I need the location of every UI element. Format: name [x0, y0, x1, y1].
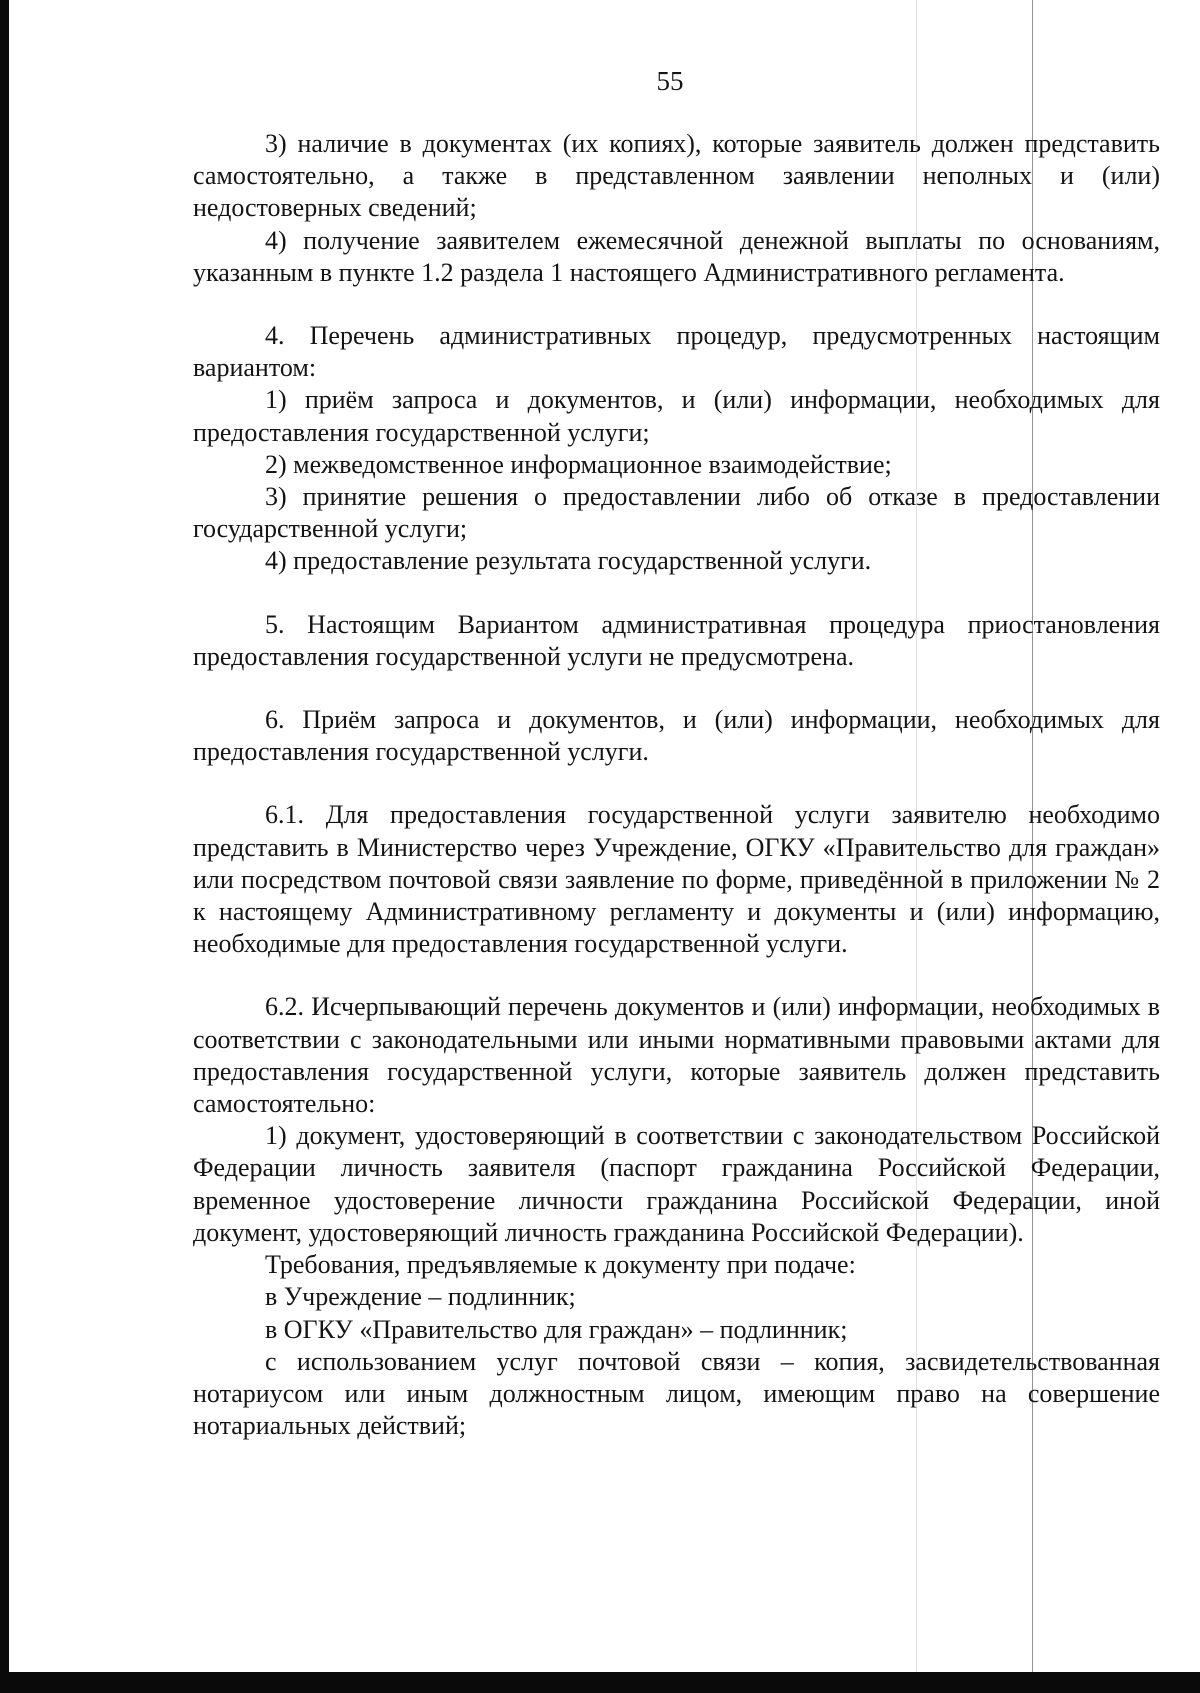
procedure-item-1: 1) приём запроса и документов, и (или) информации, необходимых для предоставления государственной услуги;	[193, 385, 1160, 447]
scan-edge-left	[0, 0, 9, 1693]
requirement-ogku: в ОГКУ «Правительство для граждан» – подлинник;	[265, 1314, 848, 1344]
requirement-postal: с использованием услуг почтовой связи – копия, засвидетельствованная нотариусом или иным должностным лицом, имеющим право на совершение нотариальных действий;	[193, 1346, 1160, 1441]
section-6-2-paragraph: 6.2. Исчерпывающий перечень документов и (или) информации, необходимых в соответствии с законодательными или иными нормативными правовыми актами для предоставления государственной услуги, которые заявитель должен представить самостоятельно:	[193, 992, 1160, 1119]
procedure-item-4: 4) предоставление результата государственной услуги.	[265, 546, 872, 576]
scan-edge-bottom	[0, 1672, 1200, 1693]
list-item-4-monthly-payment: 4) получение заявителем ежемесячной денежной выплаты по основаниям, указанным в пункте 1.2 раздела 1 настоящего Административного регламента.	[193, 225, 1160, 287]
section-5-paragraph: 5. Настоящим Вариантом административная процедура приостановления предоставления государственной услуги не предусмотрена.	[193, 609, 1160, 671]
procedure-item-2: 2) межведомственное информационное взаимодействие;	[265, 449, 892, 479]
section-6-1-paragraph: 6.1. Для предоставления государственной услуги заявителю необходимо представить в Министерство через Учреждение, ОГКУ «Правительство для граждан» или посредством почтовой связи заявление по форме, приведённой в приложении № 2 к настоящему Административному регламенту и документы и (или) информацию, необходимые для предоставления государственной услуги.	[193, 800, 1160, 959]
document-body	[193, 128, 1160, 1442]
procedure-item-3: 3) принятие решения о предоставлении либо об отказе в предоставлении государственной услуги;	[193, 482, 1160, 544]
section-6-heading: 6. Приём запроса и документов, и (или) информации, необходимых для предоставления государственной услуги.	[193, 705, 1160, 767]
list-item-3-incomplete-info: 3) наличие в документах (их копиях), которые заявитель должен представить самостоятельно, а также в представленном заявлении неполных и (или) недостоверных сведений;	[193, 129, 1160, 223]
requirement-institution: в Учреждение – подлинник;	[265, 1282, 576, 1312]
section-4-procedures-heading: 4. Перечень административных процедур, предусмотренных настоящим вариантом:	[193, 321, 1160, 383]
page-number: 55	[656, 66, 684, 96]
requirements-heading: Требования, предъявляемые к документу при подаче:	[265, 1250, 856, 1280]
document-item-1: 1) документ, удостоверяющий в соответствии с законодательством Российской Федерации личность заявителя (паспорт гражданина Российской Федерации, временное удостоверение личности гражданина Российской Федерации, иной документ, удостоверяющий личность гражданина Российской Федерации).	[193, 1121, 1160, 1247]
